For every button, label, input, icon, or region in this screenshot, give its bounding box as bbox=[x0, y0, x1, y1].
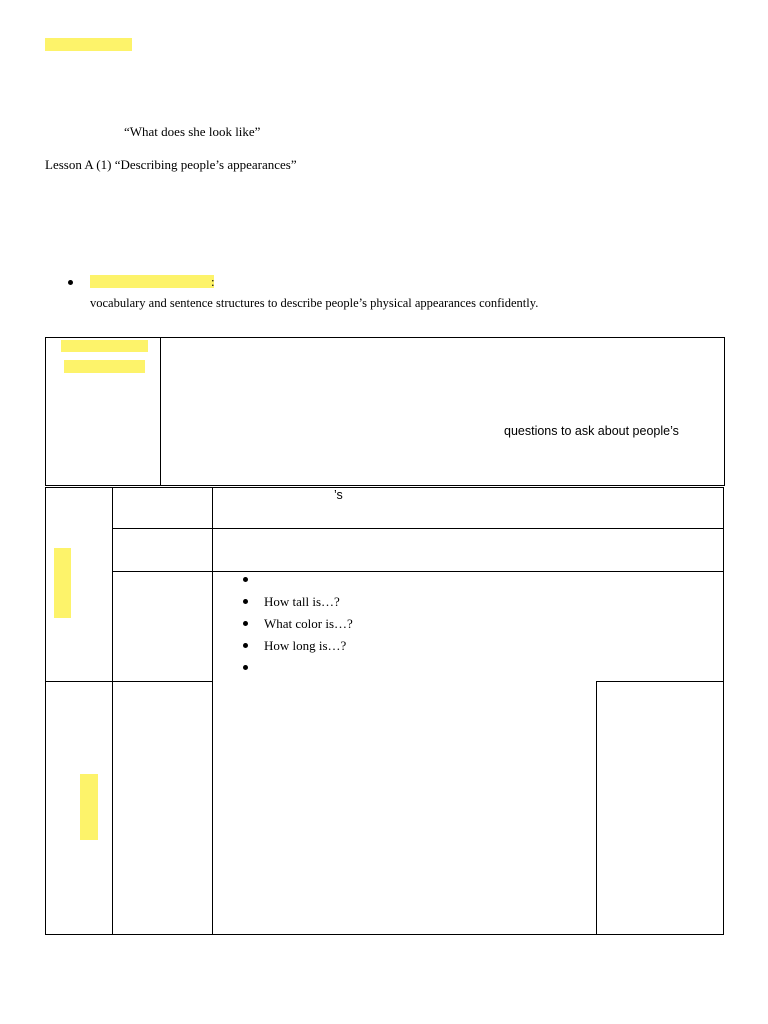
bullet-icon bbox=[243, 621, 248, 626]
bullet-icon bbox=[68, 280, 73, 285]
questions-text: questions to ask about people’s bbox=[504, 424, 679, 438]
info-box bbox=[45, 337, 725, 486]
highlight-marker bbox=[90, 275, 214, 288]
highlight-marker bbox=[45, 38, 132, 51]
highlight-marker bbox=[54, 548, 71, 618]
table-row-divider bbox=[45, 681, 213, 682]
highlight-marker bbox=[80, 774, 98, 840]
table-column-divider bbox=[212, 487, 213, 935]
lesson-table bbox=[45, 487, 724, 935]
objective-text: vocabulary and sentence structures to describe people’s physical appearances confidently. bbox=[90, 296, 539, 310]
lesson-heading: Lesson A (1) “Describing people’s appearances” bbox=[45, 157, 297, 172]
table-column-divider bbox=[112, 487, 113, 935]
table-row-divider bbox=[112, 528, 724, 529]
list-item: What color is…? bbox=[264, 616, 353, 631]
page-title: “What does she look like” bbox=[124, 124, 261, 139]
list-item: How tall is…? bbox=[264, 594, 340, 609]
highlight-marker bbox=[61, 340, 148, 352]
bullet-icon bbox=[243, 577, 248, 582]
bullet-icon bbox=[243, 643, 248, 648]
table-cell-text: ’s bbox=[334, 488, 343, 502]
bullet-icon bbox=[243, 665, 248, 670]
table-row-divider bbox=[112, 571, 724, 572]
list-item: How long is…? bbox=[264, 638, 347, 653]
highlight-marker bbox=[64, 360, 145, 373]
objective-colon: : bbox=[211, 274, 215, 289]
bullet-icon bbox=[243, 599, 248, 604]
table-column-divider bbox=[596, 681, 597, 935]
table-row-divider bbox=[596, 681, 724, 682]
info-box-divider bbox=[160, 337, 161, 486]
